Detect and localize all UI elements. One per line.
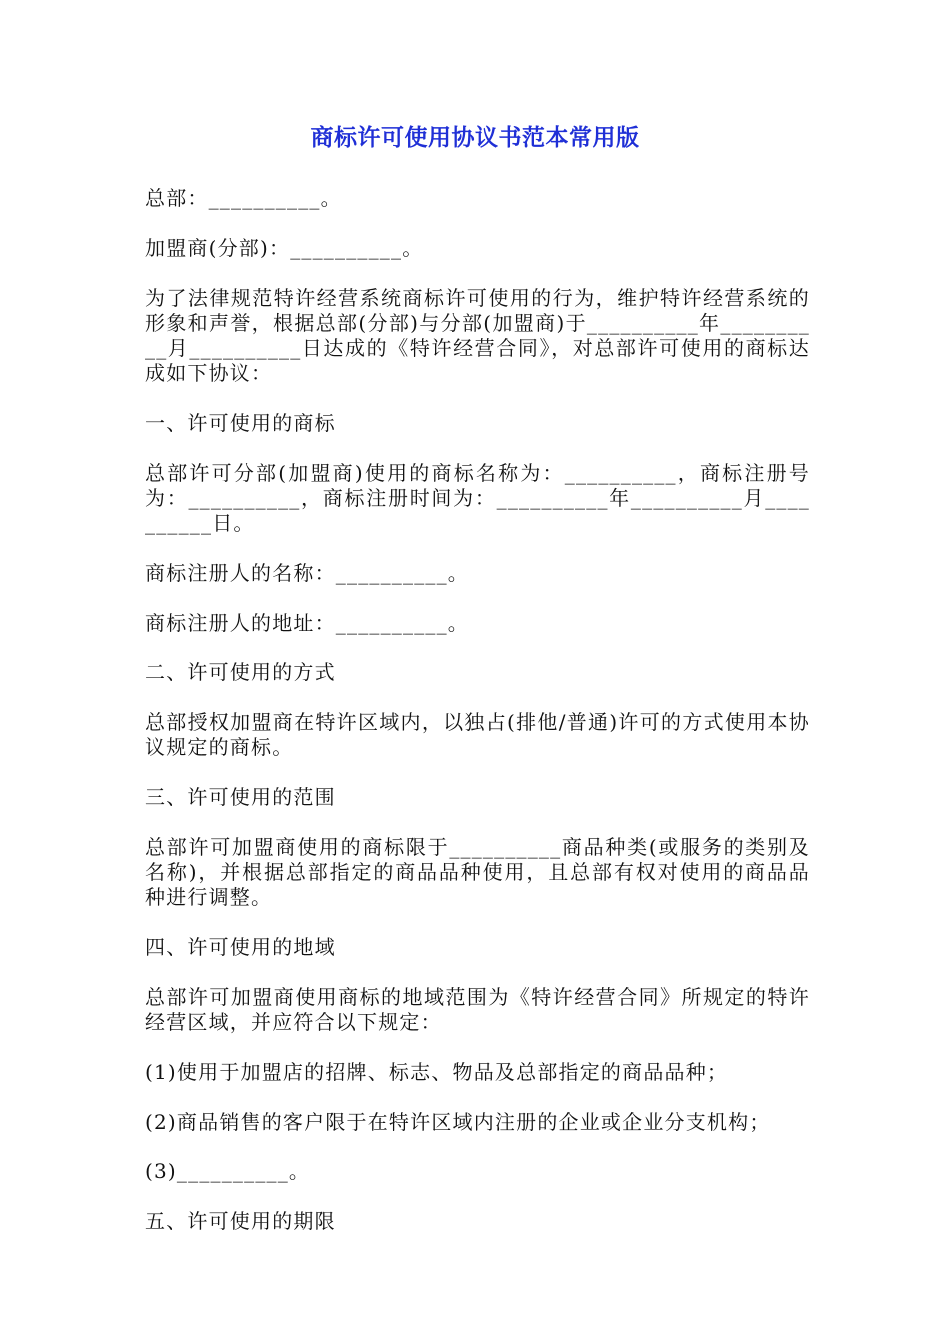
paragraph-preamble: 为了法律规范特许经营系统商标许可使用的行为，维护特许经营系统的形象和声誉，根据总部(分部)与分部(加盟商)于__________年__________月__________日达成的《特许经营合同》，对总部许可使用的商标达成如下协议： bbox=[145, 286, 810, 385]
paragraph-license-region: 总部许可加盟商使用商标的地域范围为《特许经营合同》所规定的特许经营区域，并应符合以下规定： bbox=[145, 985, 810, 1034]
section-heading-3: 三、许可使用的范围 bbox=[145, 785, 336, 809]
paragraph-franchisee: 加盟商(分部)：__________。 bbox=[145, 236, 424, 260]
list-item-2: (2)商品销售的客户限于在特许区域内注册的企业或企业分支机构； bbox=[145, 1110, 771, 1134]
section-heading-5: 五、许可使用的期限 bbox=[145, 1209, 336, 1233]
paragraph-trademark-info: 总部许可分部(加盟商)使用的商标名称为：__________，商标注册号为：__________，商标注册时间为：__________年__________月__________日。 bbox=[145, 461, 810, 535]
section-heading-2: 二、许可使用的方式 bbox=[145, 660, 336, 684]
section-heading-4: 四、许可使用的地域 bbox=[145, 935, 336, 959]
section-heading-1: 一、许可使用的商标 bbox=[145, 411, 336, 435]
paragraph-license-method: 总部授权加盟商在特许区域内，以独占(排他/普通)许可的方式使用本协议规定的商标。 bbox=[145, 710, 810, 759]
paragraph-registrant-address: 商标注册人的地址：__________。 bbox=[145, 611, 469, 635]
paragraph-license-scope: 总部许可加盟商使用的商标限于__________商品种类(或服务的类别及名称)，并根据总部指定的商品品种使用，且总部有权对使用的商品品种进行调整。 bbox=[145, 835, 810, 909]
list-item-3: (3)__________。 bbox=[145, 1159, 311, 1183]
paragraph-headquarters: 总部：__________。 bbox=[145, 186, 342, 210]
document-title: 商标许可使用协议书范本常用版 bbox=[310, 125, 640, 151]
paragraph-registrant-name: 商标注册人的名称：__________。 bbox=[145, 561, 469, 585]
list-item-1: (1)使用于加盟店的招牌、标志、物品及总部指定的商品品种； bbox=[145, 1060, 729, 1084]
